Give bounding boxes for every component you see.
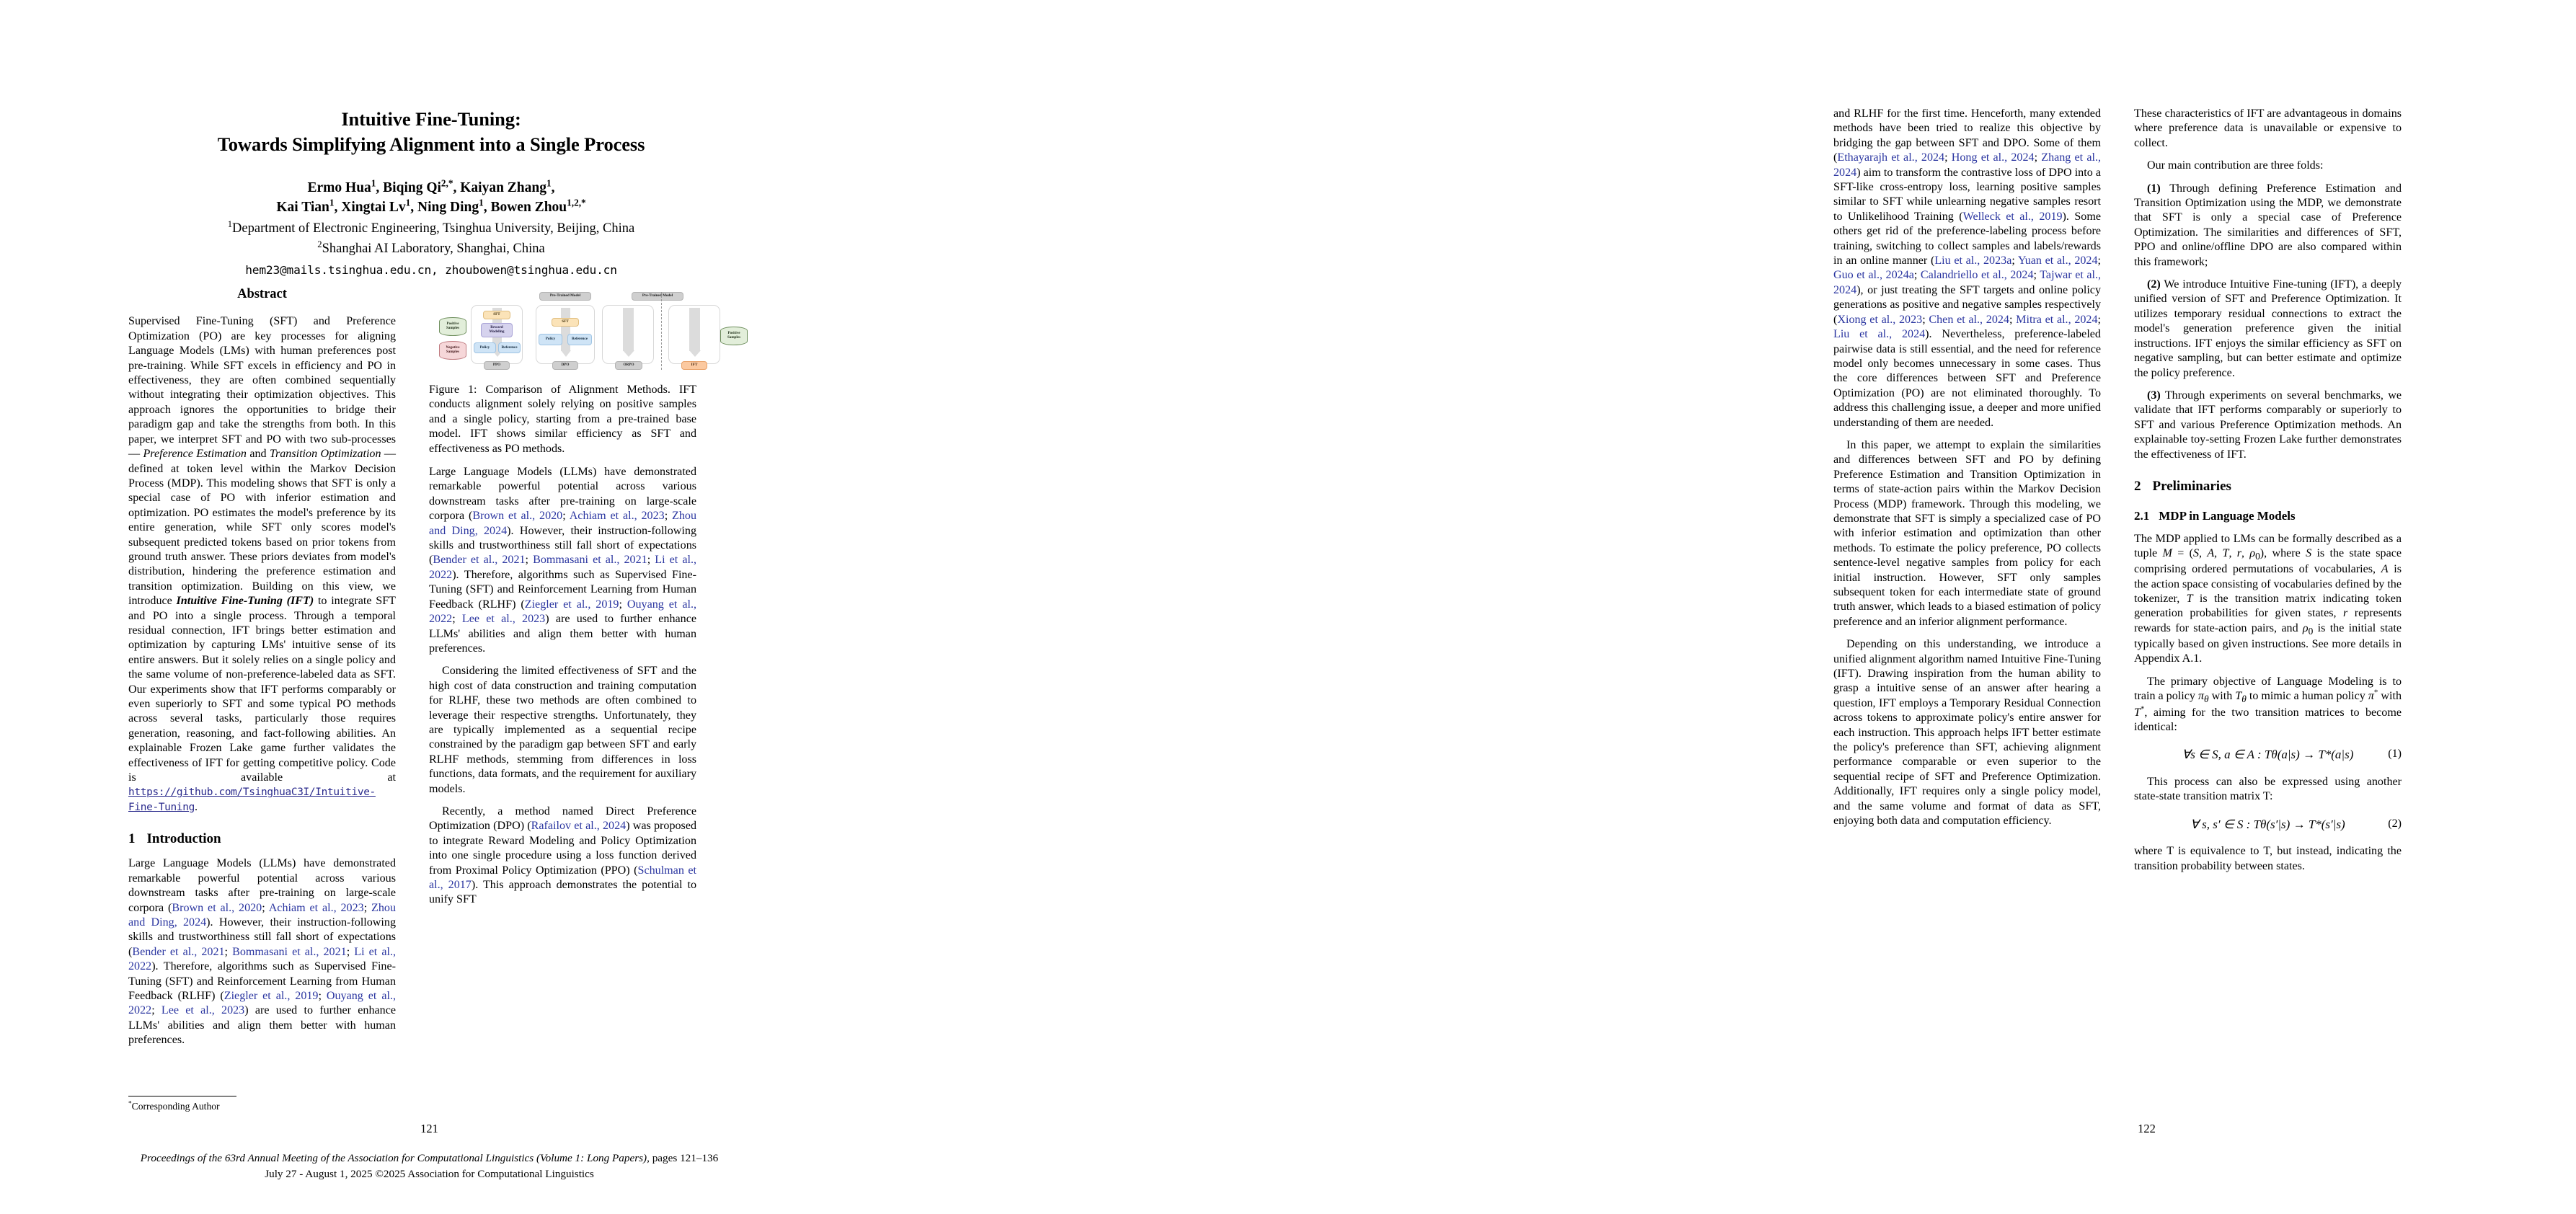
prelim-paragraph-2: The primary objective of Language Modeling is to train a policy $\pi_\theta$ with $T_\theta$ to mimic a human policy π* with T*, aiming for the two transition matrices to become identical: — [2134, 675, 2402, 733]
citation[interactable]: Rafailov et al., 2024 — [531, 820, 627, 833]
citation[interactable]: Yuan et al., 2024 — [2017, 254, 2098, 267]
page-122-columns — [1833, 107, 2439, 1109]
subsection-number: 2.1 — [2134, 509, 2150, 523]
pretrained-model-label-1: Pre-Trained Model — [539, 292, 591, 301]
citation[interactable]: Bommasani et al., 2021 — [232, 945, 347, 958]
equation-1 — [2134, 747, 2402, 763]
citation[interactable]: Lee et al., 2023 — [161, 1004, 245, 1017]
ppo-result-chip: PPO — [484, 361, 510, 370]
citation[interactable]: Zhou and Ding, 2024 — [429, 510, 697, 537]
ift-positive-samples-cylinder: Positive Samples — [720, 327, 748, 345]
prelim-paragraph-3: This process can also be expressed using another state-state transition matrix T: — [2134, 775, 2402, 803]
dpo-policy-chip: Policy — [539, 334, 562, 345]
citation[interactable]: Ethayarajh et al., 2024 — [1837, 151, 1945, 164]
column-left-122 — [1833, 107, 2101, 829]
proceedings-line-2: July 27 - August 1, 2025 ©2025 Association for Computational Linguistics — [265, 1167, 594, 1180]
abstract-heading: Abstract — [237, 287, 287, 301]
citation[interactable]: Welleck et al., 2019 — [1962, 210, 2063, 223]
contribution-2 — [2134, 278, 2402, 381]
abstract-text-c: — defined at token level within the Markov Decision Process (MDP). This modeling shows that SFT is only a special case of PO with inferior estimation and optimization. PO estimates the model's preference by its entire generation, while SFT only scores model's subsequent predicted tokens based on prior tokens from ground truth answer. These priors deviates from model's distribution, hindering the preference estimation and transition optimization. Building on this view, we introduce — [128, 448, 396, 608]
orpo-result-chip: ORPO — [615, 361, 642, 370]
affiliation-2: $^2$Shanghai AI Laboratory, Shanghai, China — [317, 239, 545, 257]
intro-paragraph-4: In this paper, we attempt to explain the similarities and differences between SFT and PO by defining Preference Estimation and Transition Optimization in terms of state-action pairs within the Markov Decision Process (MDP) framework. Through this modeling, we demonstrate that SFT is simply a specialized case of PO with inferior estimation and optimization than other methods. To estimate the policy preference, PO collects sentence-level negative samples from policy for each initial instruction. However, SFT only samples subsequent token for each intermediate state of ground truth answer, which leads to a biased estimation of policy preference and an inferior alignment performance. — [1833, 438, 2101, 628]
diagram-divider — [661, 292, 662, 370]
intro-paragraph-1-continued: Large Language Models (LLMs) have demonstrated remarkable powerful potential across various downstream tasks after pre-training on large-scale corpora (Brown et al., 2020; Achiam et al., 2023; Zhou and Ding, 2024). However, their instruction-following skills and trustworthiness still fall short of expectations (Bender et al., 2021; Bommasani et al., 2021; Li et al., 2022). Therefore, algorithms such as Supervised Fine-Tuning (SFT) and Reinforcement Learning from Human Feedback (RLHF) (Ziegler et al., 2019; Ouyang et al., 2022; Lee et al., 2023) are used to further enhance LLMs' abilities and align them better with human preferences. — [429, 466, 697, 655]
ppo-sft-chip: SFT — [483, 311, 510, 319]
citation[interactable]: Achiam et al., 2023 — [569, 510, 665, 523]
citation[interactable]: Liu et al., 2024 — [1833, 328, 1926, 341]
citation[interactable]: Bommasani et al., 2021 — [533, 554, 647, 567]
intro-text-d: ) are used to further enhance LLMs' abilities and align them better with human preferences. — [128, 1004, 396, 1047]
citation[interactable]: Mitra et al., 2024 — [2016, 313, 2098, 326]
ift-arrow-head — [689, 350, 701, 357]
intro-paragraph-2: Considering the limited effectiveness of SFT and the high cost of data construction and training computation for RLHF, these two methods are often combined to leverage their respective strengths. Unfortunately, they are typically implemented as a sequential recipe constrained by the paradigm gap between SFT and early RLHF methods, stemming from differences in loss functions, data formats, and the requirement for auxiliary models. — [429, 665, 696, 795]
prelim-paragraph-4: where T is equivalence to T, but instead, indicating the transition probability between states. — [2134, 845, 2402, 872]
citation[interactable]: Liu et al., 2023a — [1934, 254, 2012, 267]
subsection-title: MDP in Language Models — [2159, 509, 2296, 523]
page-title — [128, 107, 734, 157]
page-121-columns — [128, 286, 741, 1108]
abstract-text-e: . — [195, 800, 198, 813]
equation-2 — [2134, 817, 2402, 833]
citation[interactable]: Ouyang et al., 2022 — [128, 990, 396, 1017]
intro-paragraph-1: Large Language Models (LLMs) have demonstrated remarkable powerful potential across various downstream tasks after pre-training on large-scale corpora (Brown et al., 2020; Achiam et al., 2023; Zhou and Ding, 2024). However, their instruction-following skills and trustworthiness still fall short of expectations (Bender et al., 2021; Bommasani et al., 2021; Li et al., 2022). Therefore, algorithms such as Supervised Fine-Tuning (SFT) and Reinforcement Learning from Human Feedback (RLHF) (Ziegler et al., 2019; Ouyang et al., 2022; Lee et al., 2023) are used to further enhance LLMs' abilities and align them better with human preferences. — [128, 857, 397, 1047]
section-heading-preliminaries — [2134, 478, 2402, 495]
abstract-emph-preference-estimation: Preference Estimation — [143, 448, 247, 461]
contribution-3-text: Through experiments on several benchmarks, we validate that IFT performs comparably or superiorly to SFT and various Preference Optimization methods. An explainable toy-setting Frozen Lake further demonstrates the effectiveness of IFT. — [2134, 389, 2402, 461]
pretrained-model-label-2: Pre-Trained Model — [632, 292, 683, 301]
page-121 — [0, 0, 859, 1214]
title-line-2: Towards Simplifying Alignment into a Single Process — [217, 133, 645, 156]
intro-paragraph-6: These characteristics of IFT are advantageous in domains where preference data is unavailable or expensive to collect. — [2134, 107, 2402, 149]
ppo-reference-chip: Reference — [498, 342, 521, 353]
p122-d: ), or just treating the SFT targets and online policy generations as positive and negative samples respectively ( — [1833, 283, 2101, 326]
equation-2-body: ∀ s, s′ ∈ S : Tθ(s′|s) → T*(s′|s) — [2190, 817, 2345, 831]
citation[interactable]: Ziegler et al., 2019 — [223, 990, 319, 1002]
abstract-text-b: and — [246, 448, 270, 461]
citation[interactable]: Brown et al., 2020 — [472, 510, 563, 523]
intro-cont-b: ). However, their instruction-following skills and trustworthiness still fall short of expectations ( — [429, 524, 696, 567]
dpo-sft-chip: SFT — [552, 318, 579, 327]
section-title: Introduction — [146, 831, 221, 847]
proceedings-pages: , pages 121–136 — [647, 1152, 719, 1164]
citation[interactable]: Ouyang et al., 2022 — [429, 598, 696, 626]
column-right-121 — [429, 286, 741, 908]
contribution-1-label: (1) — [2147, 182, 2161, 195]
ift-result-chip: IFT — [681, 361, 707, 370]
p122-b: ) aim to transform the contrastive loss of DPO into a SFT-like cross-entropy loss, learning positive samples similar to SFT while unlearning negative samples resort to Unlikelihood Training ( — [1833, 166, 2101, 223]
intro-text-b: ). However, their instruction-following skills and trustworthiness still fall short of expectations ( — [128, 916, 396, 958]
citation[interactable]: Bender et al., 2021 — [433, 554, 526, 567]
equation-2-number: (2) — [2388, 817, 2402, 830]
section-heading-introduction — [128, 830, 396, 848]
ppo-reward-modeling-chip: Reward Modeling — [481, 323, 513, 337]
contribution-3-label: (3) — [2147, 389, 2161, 402]
page-122 — [859, 0, 2402, 1214]
citation[interactable]: Bender et al., 2021 — [132, 945, 225, 958]
p122-c: ). Some others get rid of the preference-labeling process before training, switching to collect samples and labels/rewards in an online manner ( — [1833, 210, 2101, 267]
footnote-marker: * — [128, 1099, 132, 1107]
citation[interactable]: Lee et al., 2023 — [461, 613, 546, 626]
intro-cont-d: ) are used to further enhance LLMs' abilities and align them better with human preferences. — [429, 613, 696, 655]
citation[interactable]: Zhou and Ding, 2024 — [128, 901, 397, 929]
intro-cont-a: Large Language Models (LLMs) have demonstrated remarkable powerful potential across various downstream tasks after pre-training on large-scale corpora ( — [429, 466, 696, 523]
footnote-label: Corresponding Author — [131, 1101, 220, 1112]
dpo-reference-chip: Reference — [567, 334, 592, 345]
contribution-3 — [2134, 389, 2402, 462]
intro-cont-c: ). Therefore, algorithms such as Supervised Fine-Tuning (SFT) and Reinforcement Learning from Human Feedback (RLHF) ( — [429, 568, 696, 611]
intro-p3-tail: ). This approach demonstrates the potential to unify SFT — [429, 879, 696, 906]
intro-paragraph-3-continued: and RLHF for the first time. Henceforth, many extended methods have been tried to realize this objective by bridging the gap between SFT and DPO. Some of them (Ethayarajh et al., 2024; Hong et al., 2024; Zhang et al., 2024) aim to transform the contrastive loss of DPO into a SFT-like cross-entropy loss, learning positive samples similar to SFT while unlearning negative samples resort to Unlikelihood Training (Welleck et al., 2019). Some others get rid of the preference-labeling process before training, switching to collect samples and labels/rewards in an online manner (Liu et al., 2023a; Yuan et al., 2024; Guo et al., 2024a; Calandriello et al., 2024; Tajwar et al., 2024), or just treating the SFT targets and online policy generations as positive and negative samples respectively (Xiong et al., 2023; Chen et al., 2024; Mitra et al., 2024; Liu et al., 2024). Nevertheless, preference-labeled pairwise data is still essential, and the need for reference model only becomes unnecessary in some cases. Thus the core differences between SFT and Preference Optimization (PO) are not eliminated thoroughly. To address this challenging issue, a deeper and more unified understanding of them are needed. — [1833, 107, 2102, 429]
contribution-2-text: We introduce Intuitive Fine-tuning (IFT), a deeply unified version of SFT and Preference Optimization. It utilizes temporary residual connections to extract the model's generation preference given the initial instructions. IFT enjoys the similar efficiency as SFT on negative sampling, but can better estimate and optimize the policy preference. — [2134, 278, 2402, 379]
abstract-emph-transition-optimization: Transition Optimization — [269, 448, 381, 461]
citation[interactable]: Guo et al., 2024a — [1833, 269, 1914, 282]
contributions-lead: Our main contribution are three folds: — [2147, 159, 2324, 172]
paper-header — [128, 107, 734, 277]
author-line-1: Ermo Hua$^1$, Biqing $Qi^{2,*}$, Kaiyan Zhang$^1$, — [307, 177, 555, 196]
footnote — [128, 1096, 396, 1113]
intro-text-a: Large Language Models (LLMs) have demonstrated remarkable powerful potential across various downstream tasks after pre-training on large-scale corpora ( — [128, 857, 396, 914]
intro-text-c: ). Therefore, algorithms such as Supervised Fine-Tuning (SFT) and Reinforcement Learning from Human Feedback (RLHF) ( — [128, 960, 396, 1002]
footnote-text — [128, 1100, 396, 1113]
abstract-text-d: to integrate SFT and PO into a single process. Through a temporal residual connection, IFT brings better estimation and optimization by capturing LMs' intuitive sense of its entire answers. But it solely relies on a single policy and the same volume of non-preference-labeled data as SFT. Our experiments show that IFT performs comparably or even superiorly to SFT and some typical PO methods across several tasks, particularly those requires generation, reasoning, and fact-following abilities. An explainable Frozen Lake game further validates the effectiveness of IFT for getting competitive policy. Code is available at — [128, 595, 396, 784]
figure-1 — [429, 286, 741, 456]
contribution-1-text: Through defining Preference Estimation and Transition Optimization using the MDP, we demonstrate that SFT is only a special case of Preference Optimization. The similarities and differences of SFT, PPO and online/offline DPO are also compared within this framework; — [2134, 182, 2402, 268]
p122-e: ). Nevertheless, preference-labeled pairwise data is still essential, and the need for reference model only becomes unnecessary in some cases. Thus the core differences between SFT and Preference Optimization (PO) are not eliminated thoroughly. To address this challenging issue, a deeper and more unified understanding of them are needed. — [1833, 328, 2101, 429]
abstract-bold-ift: Intuitive Fine-Tuning (IFT) — [176, 595, 314, 608]
negative-samples-cylinder: Negative Samples — [439, 341, 466, 360]
ift-arrow-shaft — [689, 308, 700, 351]
citation[interactable]: Li et al., 2022 — [429, 554, 697, 581]
subsection-heading-mdp — [2134, 508, 2402, 524]
citation[interactable]: Zhang et al., 2024 — [1833, 151, 2102, 179]
column-left-121 — [128, 286, 396, 1048]
positive-samples-cylinder: Positive Samples — [439, 317, 466, 336]
citation[interactable]: Schulman et al., 2017 — [429, 864, 696, 891]
dpo-arrow-head — [561, 350, 571, 357]
author-line-2: Kai Tian$^1$, Xingtai Lv$^1$, Ning Ding$^1$, Bowen Zhou$^{1,2,*}$ — [276, 197, 586, 216]
citation[interactable]: Li et al., 2022 — [128, 945, 397, 973]
intro-paragraph-5: Depending on this understanding, we introduce a unified alignment algorithm named Intuitive Fine-Tuning (IFT). Drawing inspiration from the human ability to grasp a intuitive sense of an answer after hearing a question, IFT employs a Temporary Residual Connection across tokens to approximate policy's entire answer for each instruction. This approach helps IFT better estimate the policy's preference than SFT, achieving alignment performance comparable or even superior to the sequential recipe of SFT and Preference Optimization. Additionally, IFT requires only a single policy model, and the same volume and format of data as SFT, enjoying both data and computation efficiency. — [1833, 638, 2101, 828]
equation-1-number: (1) — [2388, 748, 2402, 761]
code-repository-link[interactable]: https://github.com/TsinghuaC3I/Intuitive-Fine-Tuning — [128, 787, 376, 813]
section-number: 1 — [128, 831, 136, 847]
figure-1-caption — [429, 383, 696, 456]
page-number-121: 121 — [420, 1122, 438, 1135]
section-number: 2 — [2134, 478, 2141, 494]
ppo-policy-chip: Policy — [474, 342, 496, 353]
citation[interactable]: Ziegler et al., 2019 — [524, 598, 619, 611]
intro-p3-b: ) was proposed to integrate Reward Modeling and Policy Optimization into one single procedure using a loss function derived from Proximal Policy Optimization (PPO) ( — [429, 820, 697, 877]
author-list — [128, 179, 734, 218]
citation[interactable]: Hong et al., 2024 — [1951, 151, 2035, 164]
citation[interactable]: Brown et al., 2020 — [172, 901, 262, 914]
citation[interactable]: Xiong et al., 2023 — [1837, 313, 1923, 326]
abstract-text-a: Supervised Fine-Tuning (SFT) and Preference Optimization (PO) are key processes for aligning Language Models (LMs) with human preferences post pre-training. While SFT excels in efficiency and PO in effectiveness, they are often combined sequentially without integrating their optimization objectives. This approach ignores the opportunities to bridge their paradigm gap and take the strengths from both. In this paper, we interpret SFT and PO with two sub-processes — — [128, 315, 396, 461]
contact-email[interactable]: hem23@mails.tsinghua.edu.cn, zhoubowen@tsinghua.edu.cn — [245, 262, 617, 277]
proceedings-title: Proceedings of the 63rd Annual Meeting of the Association for Computational Linguistics (Volume 1: Long Papers) — [140, 1152, 647, 1164]
abstract-paragraph — [128, 314, 396, 815]
affiliation-1: $^1$Department of Electronic Engineering, Tsinghua University, Beijing, China — [227, 219, 635, 236]
column-right-122 — [2134, 107, 2402, 874]
proceedings-footer — [0, 1151, 859, 1182]
figure-caption-text: Comparison of Alignment Methods. IFT conducts alignment solely relying on positive samples and a single policy, starting from a pre-trained base model. IFT shows similar efficiency as SFT and effectiveness as PO methods. — [429, 384, 696, 455]
proceedings-line-1 — [0, 1151, 859, 1166]
page-number-122: 122 — [2138, 1122, 2156, 1135]
citation[interactable]: Calandriello et al., 2024 — [1920, 269, 2034, 282]
alignment-methods-diagram — [429, 286, 741, 371]
citation[interactable]: Chen et al., 2024 — [1929, 313, 2009, 326]
contribution-1 — [2134, 182, 2402, 270]
figure-caption-label: Figure 1: — [429, 384, 477, 396]
intro-paragraph-3 — [429, 805, 696, 908]
citation[interactable]: Tajwar et al., 2024 — [1833, 269, 2101, 296]
section-title: Preliminaries — [2152, 478, 2231, 494]
orpo-arrow-shaft — [623, 308, 634, 351]
orpo-arrow-head — [623, 350, 634, 357]
p122-a: and RLHF for the first time. Henceforth, many extended methods have been tried to realize this objective by bridging the gap between SFT and DPO. Some of them ( — [1833, 107, 2101, 164]
title-line-1: Intuitive Fine-Tuning: — [341, 108, 521, 130]
dpo-result-chip: DPO — [552, 361, 578, 370]
contribution-2-label: (2) — [2147, 278, 2161, 291]
equation-1-body: ∀s ∈ S, a ∈ A : Tθ(a|s) → T*(a|s) — [2182, 748, 2354, 762]
citation[interactable]: Achiam et al., 2023 — [268, 901, 364, 914]
intro-p3-a: Recently, a method named Direct Preference Optimization (DPO) ( — [429, 805, 696, 833]
prelim-paragraph-1: The MDP applied to LMs can be formally described as a tuple M = (S, A, T, r, $\rho_0$), where S is the state space comprising ordered permutations of vocabularies, A is the action space consisting of vocabularies defined by the tokenizer, T is the transition matrix indicating token generation probabilities for given states, r represents rewards for state-action pairs, and $\rho_0$ is the initial state typically based on given instructions. See more details in Appendix A.1. — [2134, 532, 2402, 665]
